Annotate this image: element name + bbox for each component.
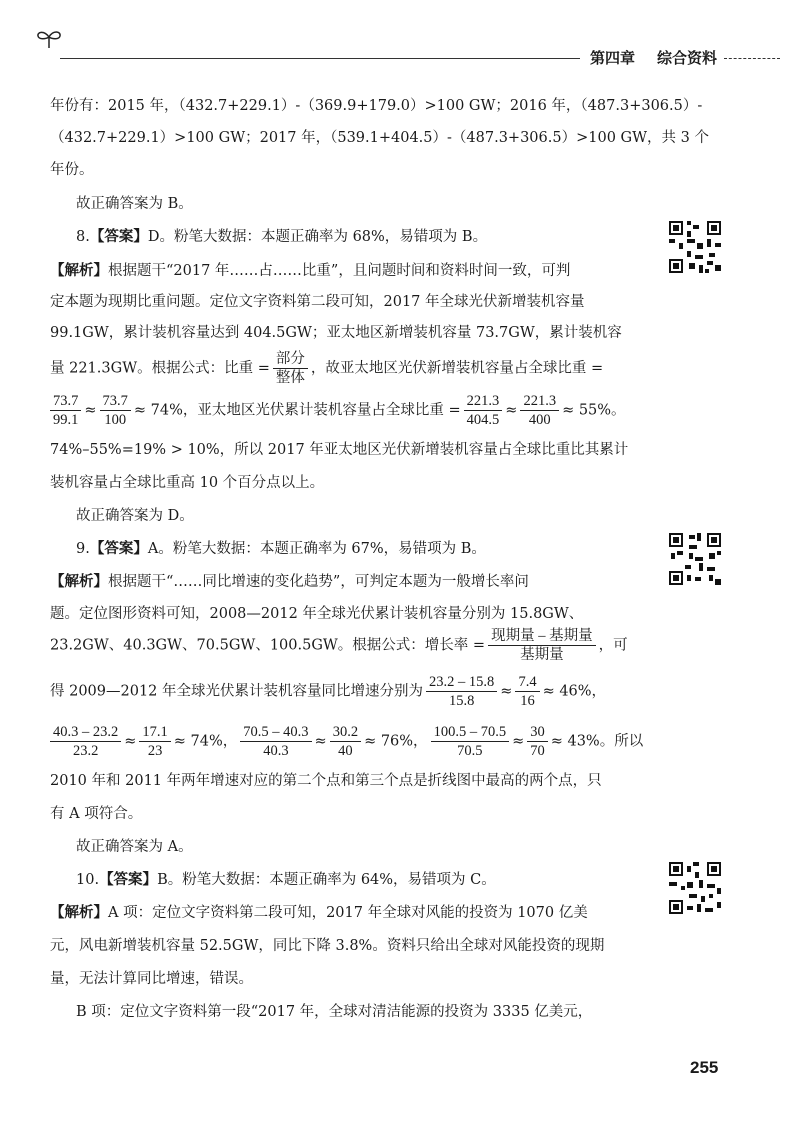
text-line: 2010 年和 2011 年两年增速对应的第二个点和第三个点是折线图中最高的两个点，只 (50, 773, 602, 789)
q8-answer-line (76, 228, 487, 246)
q9-analysis-line (50, 573, 529, 591)
q8-analysis-line (50, 262, 570, 280)
text-span: 得 2009—2012 年全球光伏累计装机容量同比增速分别为 (50, 683, 424, 700)
sprout-icon (34, 28, 64, 50)
conclusion-line: 故正确答案为 D。 (76, 508, 194, 524)
text-span: ≈ 74%， (173, 733, 238, 750)
fraction: $\frac{221.3}{400}$ (520, 392, 559, 429)
formula-line: $\frac{40.3 - 23.2}{23.2}$ ≈ $\frac{17.1}{23}$ ≈ 74%， $\frac{70.5 - 40.3}{40.3}$ ≈ $\frac{30.2}{40}$ ≈ 76%， $\frac{100.5 - 70.5}{70.5}$ ≈ $\frac{30}{70}$ ≈ 43%。所以 (50, 723, 643, 760)
qr-code-icon[interactable] (667, 531, 723, 587)
text-span: 量 221.3GW。根据公式：比重 = (50, 360, 270, 377)
fraction: $\frac{\text{部分}}{\text{整体}}$ (273, 350, 308, 387)
conclusion-line: 故正确答案为 A。 (76, 839, 193, 855)
fraction: $\frac{30}{70}$ (527, 723, 548, 760)
analysis-text: 根据题干“……同比增速的变化趋势”，可判定本题为一般增长率问 (108, 574, 529, 590)
question-number: 10. (76, 872, 100, 888)
analysis-text: A 项：定位文字资料第二段可知，2017 年全球对风能的投资为 1070 亿美 (108, 905, 588, 921)
text-span: 23.2GW、40.3GW、70.5GW、100.5GW。根据公式：增长率 = (50, 637, 486, 654)
analysis-tag: 【解析】 (50, 263, 108, 279)
text-line: 年份。 (50, 162, 94, 178)
text-span: ≈ 55%。 (562, 402, 626, 419)
chapter-label: 第四章 (590, 49, 636, 67)
fraction: $\frac{100.5 - 70.5}{70.5}$ (431, 723, 510, 760)
text-span: ≈ 43%。所以 (550, 733, 644, 750)
page-number: 255 (690, 1058, 719, 1077)
header-dash-rule (724, 58, 780, 59)
header-rule (60, 58, 580, 59)
text-span: ≈ 74%，亚太地区光伏累计装机容量占全球比重 = (133, 402, 461, 419)
formula-line (50, 350, 603, 387)
answer-tag: 【答案】 (99, 872, 158, 888)
text-line: 年份有：2015 年，（432.7+229.1）-（369.9+179.0）>100 GW；2016 年，（487.3+306.5）- (50, 98, 703, 114)
qr-code-icon[interactable] (667, 860, 723, 916)
analysis-text: 根据题干“2017 年……占……比重”，且问题时间和资料时间一致，可判 (108, 263, 571, 279)
text-span: ≈ 46%， (542, 683, 607, 700)
fraction: $\frac{221.3}{404.5}$ (464, 392, 503, 429)
formula-line: 得 2009—2012 年全球光伏累计装机容量同比增速分别为 $\frac{23.2 - 15.8}{15.8}$ ≈ $\frac{7.4}{16}$ ≈ 46%， (50, 674, 607, 709)
answer-tag: 【答案】 (89, 229, 148, 245)
text-line: 元，风电新增装机容量 52.5GW，同比下降 3.8%。资料只给出全球对风能投资的现期 (50, 938, 605, 954)
text-span: ，故亚太地区光伏新增装机容量占全球比重 = (310, 360, 604, 377)
text-line: B 项：定位文字资料第一段“2017 年，全球对清洁能源的投资为 3335 亿美元， (76, 1004, 593, 1020)
text-line: 有 A 项符合。 (50, 806, 143, 822)
text-line: 题。定位图形资料可知，2008—2012 年全球光伏累计装机容量分别为 15.8GW、 (50, 606, 584, 622)
fraction: $\frac{17.1}{23}$ (139, 723, 170, 760)
text-span: ，可 (598, 637, 628, 654)
text-line: 99.1GW，累计装机容量达到 404.5GW；亚太地区新增装机容量 73.7GW，累计装机容 (50, 325, 622, 341)
fraction: $\frac{23.2 - 15.8}{15.8}$ (426, 673, 497, 710)
fraction: $\frac{40.3 - 23.2}{23.2}$ (50, 723, 121, 760)
analysis-tag: 【解析】 (50, 905, 108, 921)
text-line: 量，无法计算同比增速，错误。 (50, 971, 253, 987)
q9-answer-line (76, 540, 486, 558)
text-line: 定本题为现期比重问题。定位文字资料第二段可知，2017 年全球光伏新增装机容量 (50, 294, 585, 310)
answer-tag: 【答案】 (89, 541, 148, 557)
formula-line: $\frac{73.7}{99.1}$ ≈ $\frac{73.7}{100}$ ≈ 74%，亚太地区光伏累计装机容量占全球比重 = $\frac{221.3}{404.5}$ ≈ $\frac{221.3}{400}$ ≈ 55%。 (50, 392, 626, 429)
fraction: $\frac{73.7}{99.1}$ (50, 392, 81, 429)
analysis-tag: 【解析】 (50, 574, 108, 590)
text-line: 装机容量占全球比重高 10 个百分点以上。 (50, 475, 325, 491)
conclusion-line: 故正确答案为 B。 (76, 196, 193, 212)
question-number: 8. (76, 229, 90, 245)
q10-analysis-line (50, 904, 588, 922)
fraction: $\frac{7.4}{16}$ (515, 673, 539, 710)
answer-text: B。粉笔大数据：本题正确率为 64%，易错项为 C。 (157, 872, 496, 888)
text-line: （432.7+229.1）>100 GW；2017 年，（539.1+404.5）-（487.3+306.5）>100 GW，共 3 个 (50, 130, 709, 146)
text-span: ≈ 76%， (364, 733, 428, 750)
formula-line (50, 627, 628, 664)
section-label: 综合资料 (657, 49, 718, 67)
fraction: $\frac{\text{现期量 – 基期量}}{\text{基期量}}$ (488, 627, 596, 664)
answer-text: A。粉笔大数据：本题正确率为 67%，易错项为 B。 (147, 541, 486, 557)
question-number: 9. (76, 541, 90, 557)
fraction: $\frac{70.5 - 40.3}{40.3}$ (240, 723, 311, 760)
text-line: 74%–55%=19% > 10%，所以 2017 年亚太地区光伏新增装机容量占全球比重比其累计 (50, 442, 629, 458)
q10-answer-line (76, 871, 496, 889)
answer-text: D。粉笔大数据：本题正确率为 68%，易错项为 B。 (147, 229, 488, 245)
fraction: $\frac{30.2}{40}$ (330, 723, 361, 760)
fraction: $\frac{73.7}{100}$ (100, 392, 131, 429)
qr-code-icon[interactable] (667, 219, 723, 275)
